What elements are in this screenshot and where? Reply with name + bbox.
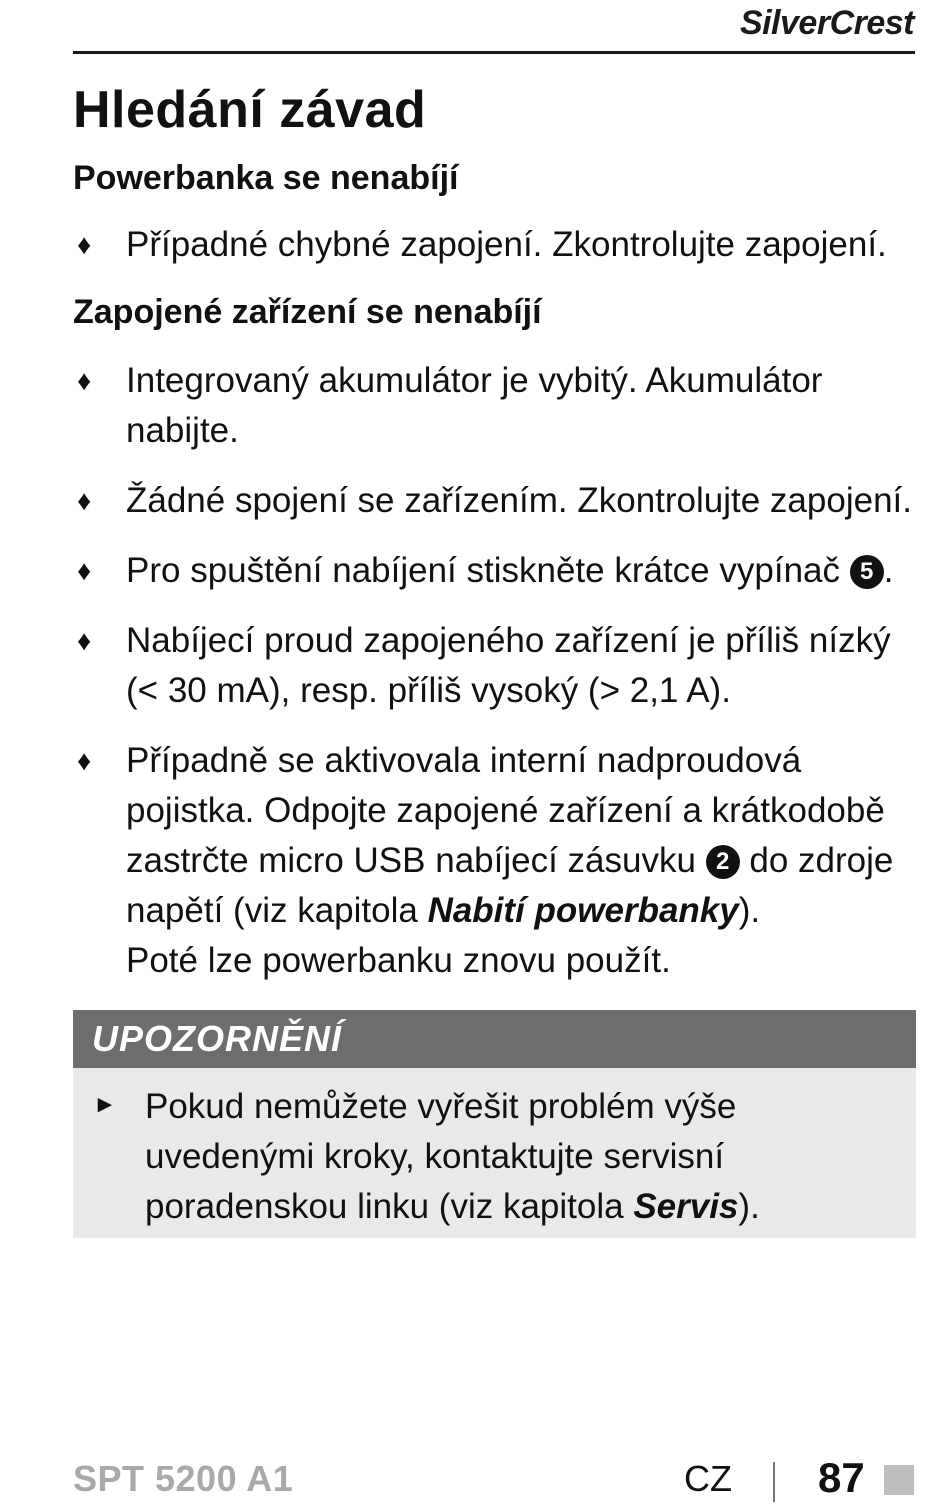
list-item [73,220,915,270]
item-text-end: ). [738,891,761,930]
notice-text-start: Pokud nemůžete vyřešit problém výše uvedenými kroky, kontaktujte servisní poradenskou linku (viz kapitola [145,1087,737,1226]
diamond-bullet-icon: ♦ [77,229,92,260]
bullet-list-powerbank [73,220,915,270]
item-text-line2: Poté lze powerbanku znovu použít. [126,941,671,980]
item-text: Žádné spojení se zařízením. Zkontrolujte zapojení. [126,481,912,520]
notice-text-end: ). [738,1187,760,1226]
item-text: Integrovaný akumulátor je vybitý. Akumulátor nabijte. [126,361,823,450]
page-number: 87 [818,1454,865,1501]
main-content [73,78,915,986]
list-item [73,356,915,456]
diamond-bullet-icon: ♦ [77,625,92,656]
bullet-list-device [73,356,915,986]
notice-text [145,1082,905,1232]
arrow-right-icon: ► [93,1091,117,1118]
chapter-reference: Nabití powerbanky [427,891,739,930]
page-marker [884,1465,914,1495]
list-item [73,736,915,986]
chapter-reference: Servis [633,1187,739,1226]
item-text-mid: do zdroje napětí (viz kapitola [126,841,894,930]
notice-heading: UPOZORNĚNÍ [92,1018,343,1059]
list-item [73,546,915,596]
diamond-bullet-icon: ♦ [77,365,92,396]
diamond-bullet-icon: ♦ [77,485,92,516]
notice-header [73,1010,916,1068]
brand-first: Silver [739,4,830,42]
footer-language: CZ [684,1458,732,1499]
item-text-end: . [883,551,894,590]
diamond-bullet-icon: ♦ [77,555,92,586]
diamond-bullet-icon: ♦ [77,745,92,776]
item-text: Nabíjecí proud zapojeného zařízení je příliš nízký (< 30 mA), resp. příliš vysoký (> 2,1 A). [126,621,891,710]
section-heading-powerbank: Powerbanka se nenabíjí [73,159,459,197]
brand-logo [740,4,914,43]
reference-number-badge: 5 [850,555,884,589]
item-text: Případné chybné zapojení. Zkontrolujte zapojení. [126,225,887,264]
list-item [73,476,915,526]
header-rule [73,51,915,54]
section-heading-device: Zapojené zařízení se nenabíjí [73,293,542,331]
list-item [73,616,915,716]
item-text: Pro spuštění nabíjení stiskněte krátce vypínač [126,551,850,590]
page-title: Hledání závad [73,81,427,139]
item-text: Případně se aktivovala interní nadproudová pojistka. Odpojte zapojené zařízení a krátkodobě zastrčte micro USB nabíjecí zásuvku [126,741,885,880]
footer-model: SPT 5200 A1 [73,1458,294,1499]
brand-second: Crest [829,4,914,42]
notice-box [73,1068,916,1238]
footer-divider [773,1462,775,1502]
reference-number-badge: 2 [706,845,740,879]
